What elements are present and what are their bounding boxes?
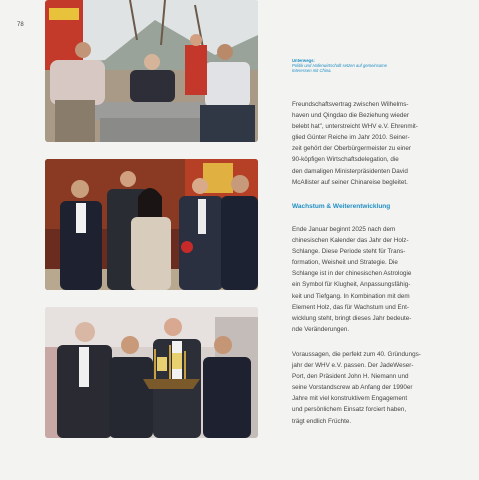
- photo-indoor-group: [45, 159, 258, 290]
- text-line: nde Veränderungen.: [292, 325, 350, 333]
- text-line: trägt endlich Früchte.: [292, 417, 352, 425]
- intro-paragraph: [292, 99, 442, 188]
- text-line: den damaligen Ministerpräsidenten David: [292, 167, 408, 175]
- section-paragraph-1: [292, 224, 442, 335]
- text-line: McAllister auf seiner Chinareise begleitet.: [292, 178, 408, 186]
- text-line: chinesischen Kalender das Jahr der Holz-: [292, 237, 409, 245]
- text-line: wicklung steht, bringt dieses Jahr bedeute-: [292, 314, 412, 322]
- text-line: formation, Weisheit und Strategie. Die: [292, 259, 398, 267]
- text-line: 90-köpfigen Wirtschaftsdelegation, die: [292, 156, 399, 164]
- text-line: zeit gehört der Oberbürgermeister zu einer: [292, 145, 411, 153]
- text-line: ein Symbol für Klugheit, Anpassungsfähig-: [292, 281, 411, 289]
- text-line: seine Vorstandscrew ab Anfang der 1990er: [292, 384, 413, 392]
- photo-caption: [292, 58, 402, 74]
- text-line: Jahre mit viel konstruktivem Engagement: [292, 395, 408, 403]
- text-line: Ende Januar beginnt 2025 nach dem: [292, 226, 396, 233]
- page-number: 78: [17, 22, 24, 28]
- text-line: glied Günter Reiche im Jahr 2010. Seiner-: [292, 134, 410, 142]
- caption-title: Unterwegs:: [292, 58, 315, 63]
- text-line: Port, den Präsident John H. Niemann und: [292, 373, 409, 381]
- section-heading: Wachstum & Weiterentwicklung: [292, 203, 391, 210]
- text-line: Element Holz, das für Wachstum und Ent-: [292, 303, 410, 311]
- text-line: Voraussagen, die perfekt zum 40. Gründungs-: [292, 351, 421, 358]
- text-line: Freundschaftsvertrag zwischen Wilhelms-: [292, 101, 409, 108]
- section-paragraph-2: [292, 349, 442, 427]
- photo-outdoor-meeting: [45, 0, 258, 142]
- text-line: belebt hat", unterstreicht WHV e.V. Ehrenmit-: [292, 123, 418, 131]
- caption-text: Politik und Hafenwirtschaft setzen auf gemeinsame Interessen mit China.: [292, 63, 387, 74]
- text-line: Schlange ist in der chinesischen Astrologie: [292, 270, 412, 278]
- text-line: jahr der WHV e.V. passen. Der JadeWeser-: [292, 362, 414, 370]
- text-line: haven und Qingdao die Beziehung wieder: [292, 112, 409, 120]
- text-line: Schlange. Diese Periode steht für Trans-: [292, 248, 406, 256]
- text-line: und persönlichem Einsatz forciert haben,: [292, 406, 407, 414]
- photo-ship-model: [45, 307, 258, 438]
- text-line: keit und Tiefgang. In Kombination mit dem: [292, 292, 410, 300]
